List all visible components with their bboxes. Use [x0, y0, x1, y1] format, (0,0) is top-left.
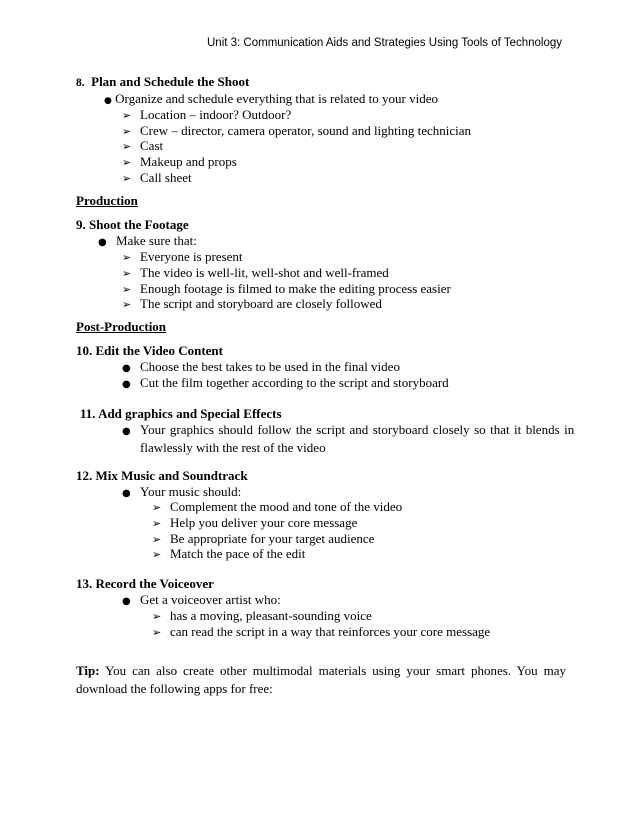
arrow-bullet-icon: ➢ — [152, 501, 162, 514]
list-item: ➢ Match the pace of the edit — [152, 546, 306, 561]
list-item: ➢ Enough footage is filmed to make the editing process easier — [122, 281, 451, 296]
list-item: ➢ Makeup and props — [122, 154, 237, 169]
arrow-bullet-icon: ➢ — [152, 626, 162, 639]
list-item: ➢ The video is well-lit, well-shot and well-framed — [122, 265, 389, 280]
arrow-bullet-icon: ➢ — [152, 517, 162, 530]
arrow-bullet-icon: ➢ — [122, 125, 132, 138]
section-9-bullet: ● Make sure that: — [98, 233, 197, 251]
list-item: ➢ Complement the mood and tone of the video — [152, 499, 403, 514]
section-12-title: 12. Mix Music and Soundtrack — [76, 468, 248, 483]
section-8-bullet: ● Organize and schedule everything that is related to your video — [104, 91, 438, 106]
arrow-bullet-icon: ➢ — [122, 140, 132, 153]
bullet-dot-icon: ● — [122, 379, 131, 390]
tip-paragraph — [76, 662, 566, 698]
section-8-number: 8. — [76, 77, 85, 89]
section-11-title: 11. Add graphics and Special Effects — [80, 406, 282, 421]
bullet-dot-icon: ● — [122, 363, 131, 374]
list-item: ➢ Everyone is present — [122, 249, 243, 264]
bullet-dot-icon: ● — [104, 96, 112, 106]
bullet-dot-icon: ● — [98, 237, 107, 248]
section-11-bullet: ● Your graphics should follow the script and storyboard closely so that it blends in flawlessly with the rest of the video — [122, 422, 575, 455]
arrow-bullet-icon: ➢ — [122, 109, 132, 122]
arrow-bullet-icon: ➢ — [122, 172, 132, 185]
tip-label: Tip: — [76, 663, 100, 678]
list-item: ➢ Help you deliver your core message — [152, 515, 358, 530]
section-8-title — [76, 74, 249, 92]
section-13-bullet: ● Get a voiceover artist who: — [122, 592, 281, 610]
bullet-dot-icon: ● — [122, 426, 131, 437]
list-item: ● Cut the film together according to the script and storyboard — [122, 375, 449, 393]
post-production-heading: Post-Production — [76, 319, 167, 334]
list-item: ➢ has a moving, pleasant-sounding voice — [152, 608, 372, 623]
arrow-bullet-icon: ➢ — [122, 267, 132, 280]
section-10-title: 10. Edit the Video Content — [76, 343, 223, 358]
list-item: ● Choose the best takes to be used in the final video — [122, 359, 400, 377]
production-heading: Production — [76, 193, 138, 208]
bullet-dot-icon: ● — [122, 596, 131, 607]
list-item: ➢ The script and storyboard are closely followed — [122, 296, 382, 311]
arrow-bullet-icon: ➢ — [122, 156, 132, 169]
arrow-bullet-icon: ➢ — [122, 298, 132, 311]
arrow-bullet-icon: ➢ — [152, 610, 162, 623]
arrow-bullet-icon: ➢ — [122, 283, 132, 296]
arrow-bullet-icon: ➢ — [122, 251, 132, 264]
section-9-title: 9. Shoot the Footage — [76, 217, 189, 232]
list-item: ➢ can read the script in a way that reinforces your core message — [152, 624, 491, 639]
section-13-title: 13. Record the Voiceover — [76, 576, 214, 591]
list-item: ➢ Location – indoor? Outdoor? — [122, 107, 292, 122]
section-8-heading: Plan and Schedule the Shoot — [91, 74, 250, 89]
tip-text: You can also create other multimodal materials using your smart phones. You may download the following apps for free: — [76, 663, 566, 696]
list-item: ➢ Call sheet — [122, 170, 192, 185]
arrow-bullet-icon: ➢ — [152, 533, 162, 546]
bullet-dot-icon: ● — [122, 488, 131, 499]
arrow-bullet-icon: ➢ — [152, 548, 162, 561]
list-item: ➢ Be appropriate for your target audience — [152, 531, 375, 546]
list-item: ➢ Crew – director, camera operator, sound and lighting technician — [122, 123, 472, 138]
page-header: Unit 3: Communication Aids and Strategies Using Tools of Technology — [207, 37, 562, 49]
list-item: ➢ Cast — [122, 138, 164, 153]
section-12-bullet: ● Your music should: — [122, 484, 241, 502]
